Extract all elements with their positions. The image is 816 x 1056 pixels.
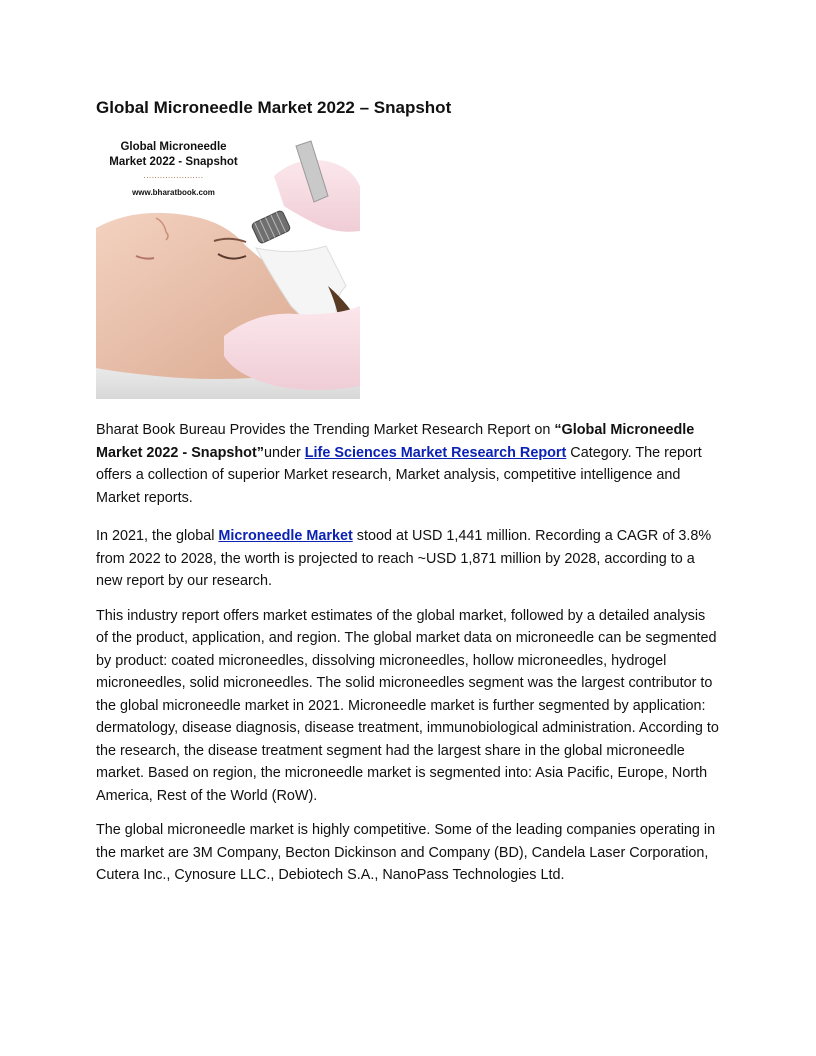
cover-url: www.bharatbook.com <box>132 188 215 197</box>
microneedle-market-link[interactable]: Microneedle Market <box>218 528 353 544</box>
document-page <box>96 96 720 883</box>
cover-dots: ...................... <box>143 171 204 180</box>
segmentation-paragraph: This industry report offers market estimates of the global market, followed by a detailed analysis of the product, application, and region. The global market data on microneedle can be segmented by product: coated microneedles, dissolving microneedles, hollow microneedles, hydrogel microneedles, solid microneedles. The solid microneedles segment was the largest contributor to the global microneedle market in 2021. Microneedle market is further segmented by application: dermatology, disease diagnosis, disease treatment, immunobiological administration. According to the research, the disease treatment segment had the largest share in the global microneedle market. Based on region, the microneedle market is segmented into: Asia Pacific, Europe, North America, Rest of the World (RoW). <box>96 607 719 804</box>
market-size-paragraph <box>96 525 720 593</box>
cover-title-line1: Global Microneedle <box>120 141 227 153</box>
market-size-text-2: stood at USD 1,441 million. Recording a CAGR of 3.8% from 2022 to 2028, the worth is projected to reach ~USD 1,871 million by 2028, according to a new report by our research. <box>96 528 712 589</box>
report-name: “Global Microneedle Market 2022 - Snapshot” <box>96 422 695 461</box>
intro-text-3: Category. The report offers a collection of superior Market research, Market analysis, competitive intelligence and Market reports. <box>96 444 702 506</box>
intro-text-1: Bharat Book Bureau Provides the Trending Market Research Report on <box>96 422 555 438</box>
intro-text-2: under <box>263 444 305 461</box>
article-body <box>96 419 720 899</box>
competition-paragraph: The global microneedle market is highly competitive. Some of the leading companies operating in the market are 3M Company, Becton Dickinson and Company (BD), Candela Laser Corporation, Cutera Inc., Cynosure LLC., Debiotech S.A., NanoPass Technologies Ltd. <box>96 822 716 883</box>
cover-caption <box>96 140 251 197</box>
page-title: Global Microneedle Market 2022 – Snapshot <box>96 98 452 117</box>
category-link[interactable]: Life Sciences Market Research Report <box>304 444 567 461</box>
cover-image <box>96 136 360 399</box>
cover-title-line2: Market 2022 - Snapshot <box>109 156 238 168</box>
market-size-text-1: In 2021, the global <box>96 528 219 544</box>
intro-paragraph <box>96 419 720 509</box>
